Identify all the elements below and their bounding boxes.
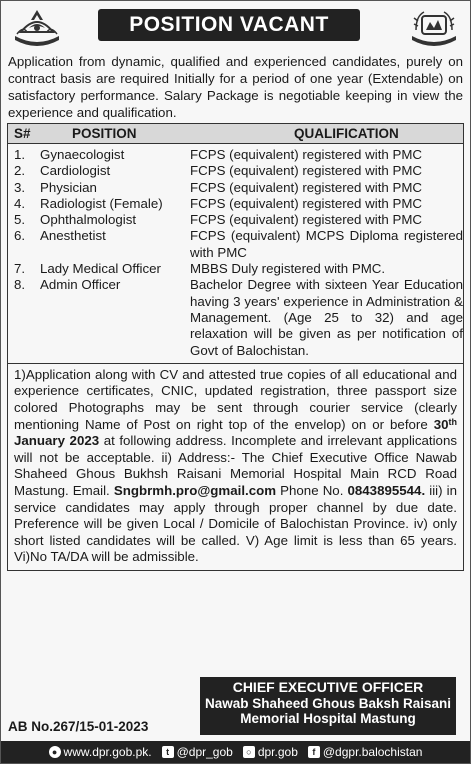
row-qualification: Bachelor Degree with sixteen Year Education having 3 years' experience in Administration & Management.	[190, 277, 463, 325]
instagram-icon: ○	[243, 746, 255, 758]
contact-phone: 0843895544.	[347, 483, 426, 499]
ad-number: AB No.267/15-01-2023	[8, 719, 149, 734]
row-qualification: FCPS (equivalent) registered with PMC	[190, 212, 423, 228]
footer-facebook	[308, 745, 423, 759]
table-row	[8, 261, 463, 277]
row-position: Cardiologist	[40, 163, 111, 179]
instructions-part4: iii) in service candidates may apply through proper channel by due date. Preference will be given Local / Domicile of Balochistan Province. iv) only short listed candidates will be called. V) Age limit is less than 65 years. Vi)No TA/DA will be admissible.	[14, 483, 457, 565]
row-sno: 8.	[14, 277, 26, 293]
row-qualification-note: (Age 25 to 32) and age relaxation will be given as per notification of Govt of Balochistan.	[190, 309, 463, 358]
deadline-suffix: th	[448, 416, 457, 427]
row-qualification: FCPS (equivalent) registered with PMC	[190, 163, 423, 179]
row-position: Anesthetist	[40, 228, 106, 244]
row-qualification-cell	[190, 277, 463, 358]
row-sno: 5.	[14, 212, 26, 228]
instructions-paragraph	[7, 364, 464, 571]
row-sno: 3.	[14, 179, 26, 195]
hospital-seal-logo	[406, 6, 462, 48]
signature-line-3: Memorial Hospital Mastung	[240, 711, 416, 726]
footer-twitter	[162, 745, 233, 759]
table-body	[8, 144, 463, 363]
footer-instagram	[243, 745, 298, 759]
row-position: Lady Medical Officer	[40, 261, 161, 277]
table-row	[8, 163, 463, 179]
row-position: Ophthalmologist	[40, 212, 137, 228]
row-position: Radiologist (Female)	[40, 195, 163, 211]
row-sno: 1.	[14, 147, 26, 162]
table-row	[8, 277, 463, 358]
intro-paragraph: Application from dynamic, qualified and experienced candidates, purely on contract basis are required Initially for a period of one year (Extendable) on satisfactory performance. Salary Package is negotiable keeping in view the experience and qualification.	[8, 54, 463, 120]
instructions-part3: Phone No.	[276, 483, 348, 499]
row-qualification: FCPS (equivalent) registered with PMC	[190, 147, 423, 162]
signature-line-2: Nawab Shaheed Ghous Baksh Raisani	[204, 695, 452, 711]
page-title: POSITION VACANT	[98, 9, 360, 41]
row-sno: 4.	[14, 195, 26, 211]
positions-table	[7, 123, 464, 364]
table-row	[8, 228, 463, 261]
row-qualification: FCPS (equivalent) registered with PMC	[190, 195, 423, 211]
row-sno: 7.	[14, 261, 26, 277]
row-sno: 6.	[14, 228, 26, 244]
contact-email: Sngbrmh.pro@gmail.com	[113, 483, 277, 499]
row-qualification: FCPS (equivalent) MCPS Diploma registered with PMC	[190, 228, 463, 260]
facebook-text: @dgpr.balochistan	[322, 745, 423, 759]
row-sno: 2.	[14, 163, 26, 179]
row-position: Gynaecologist	[40, 147, 125, 162]
header	[1, 1, 470, 53]
header-sno: S#	[14, 126, 31, 141]
globe-icon: ●	[49, 746, 61, 758]
table-row	[8, 212, 463, 228]
table-row	[8, 196, 463, 212]
row-qualification: MBBS Duly registered with PMC.	[190, 261, 386, 277]
twitter-icon: t	[162, 746, 174, 758]
row-position: Physician	[40, 179, 97, 195]
instagram-text: dpr.gob	[257, 745, 298, 759]
row-position: Admin Officer	[40, 277, 121, 293]
deadline-date: January 2023	[14, 433, 100, 449]
table-row	[8, 147, 463, 163]
signature-title: CHIEF EXECUTIVE OFFICER	[232, 679, 424, 695]
balochistan-emblem-logo	[9, 6, 65, 48]
header-position: POSITION	[72, 126, 137, 141]
table-row	[8, 180, 463, 196]
deadline-day: 30	[433, 416, 449, 432]
twitter-text: @dpr_gob	[176, 745, 233, 759]
footer-bar	[1, 741, 470, 763]
instructions-part1: 1)Application along with CV and attested true copies of all educational and experience certificates, CNIC, updated registration, three passport size colored Photographs may be sent through courier service (clearly mentioning Name of Post on right top of the envelop) on or before	[14, 366, 457, 432]
website-text: www.dpr.gob.pk.	[63, 745, 152, 759]
signature-block	[200, 677, 456, 735]
instructions-part2: at following address. Incomplete and irrelevant applications will not be acceptable. ii) Address:- The Chief Executive Office Nawab Shaheed Ghous Bukhsh Raisani Memorial Hospital Main RCD Road Mastung. Email.	[14, 433, 457, 499]
table-header	[8, 124, 463, 144]
footer-website	[49, 745, 152, 759]
facebook-icon: f	[308, 746, 320, 758]
header-qualification: QUALIFICATION	[294, 126, 399, 141]
row-qualification: FCPS (equivalent) registered with PMC	[190, 179, 423, 195]
